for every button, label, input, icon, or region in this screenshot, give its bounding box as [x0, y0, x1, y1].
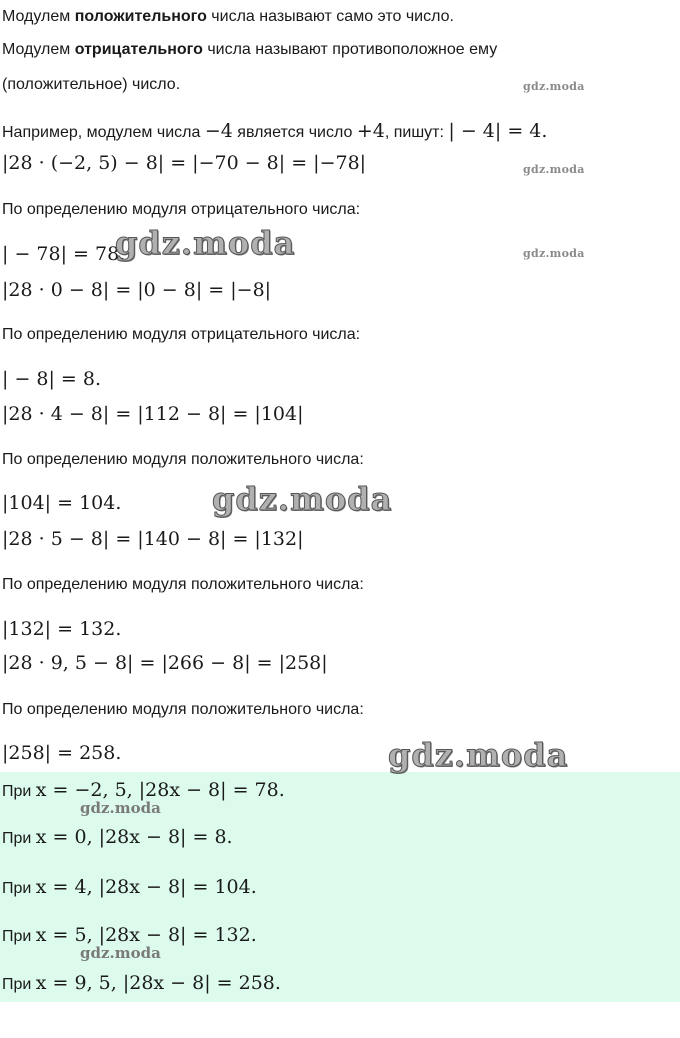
step-2-result: | − 8| = 8. [2, 368, 102, 390]
step-3-expression: |28 · 4 − 8| = |112 − 8| = |104| [2, 403, 304, 425]
step-4-result: |132| = 132. [2, 618, 122, 640]
step-1-rule: По определению модуля отрицательного числа: [2, 201, 361, 218]
definition-negative-cont: (положительное) число. [2, 76, 181, 93]
step-5-result: |258| = 258. [2, 742, 122, 764]
watermark-logo: gdz.moda [212, 480, 393, 518]
answer-1: При x = −2, 5, |28x − 8| = 78. [2, 779, 285, 801]
watermark-logo: gdz.moda [80, 799, 161, 817]
definition-positive: Модулем положительного числа называют само это число. [2, 8, 454, 25]
step-1-result: | − 78| = 78. [2, 243, 126, 265]
watermark-logo: gdz.moda [523, 247, 585, 260]
answer-5: При x = 9, 5, |28x − 8| = 258. [2, 972, 281, 994]
watermark-logo: gdz.moda [523, 163, 585, 176]
step-3-rule: По определению модуля положительного числа: [2, 451, 364, 468]
step-4-rule: По определению модуля положительного числа: [2, 576, 364, 593]
watermark-logo: gdz.moda [115, 224, 296, 262]
answer-3: При x = 4, |28x − 8| = 104. [2, 876, 257, 898]
step-1-expression: |28 · (−2, 5) − 8| = |−70 − 8| = |−78| [2, 152, 367, 174]
answer-4: При x = 5, |28x − 8| = 132. [2, 924, 257, 946]
watermark-logo: gdz.moda [523, 80, 585, 93]
example-line: Например, модулем числа −4 является число +4, пишут: | − 4| = 4. [2, 120, 548, 142]
answer-2: При x = 0, |28x − 8| = 8. [2, 826, 233, 848]
step-5-rule: По определению модуля положительного числа: [2, 701, 364, 718]
watermark-logo: gdz.moda [388, 736, 569, 774]
definition-negative: Модулем отрицательного числа называют противоположное ему [2, 41, 498, 58]
step-3-result: |104| = 104. [2, 492, 122, 514]
watermark-logo: gdz.moda [80, 944, 161, 962]
step-2-expression: |28 · 0 − 8| = |0 − 8| = |−8| [2, 279, 272, 301]
step-5-expression: |28 · 9, 5 − 8| = |266 − 8| = |258| [2, 652, 328, 674]
step-4-expression: |28 · 5 − 8| = |140 − 8| = |132| [2, 528, 304, 550]
step-2-rule: По определению модуля отрицательного числа: [2, 326, 361, 343]
